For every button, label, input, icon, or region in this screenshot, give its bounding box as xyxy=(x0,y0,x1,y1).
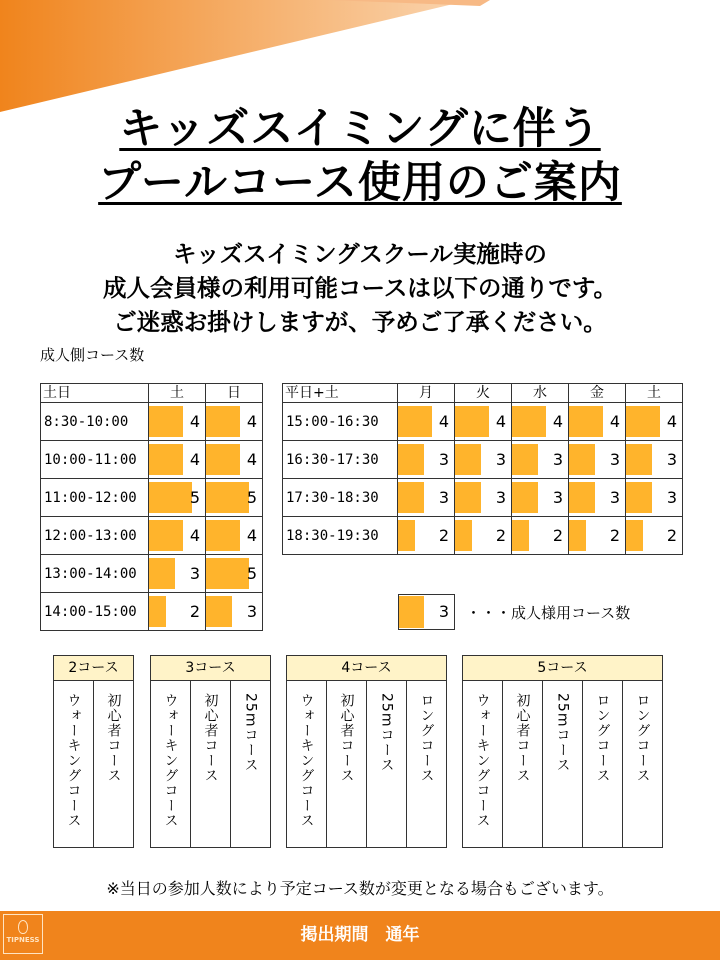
lane-count-value: 3 xyxy=(552,450,563,469)
lane-name: 初心者コース xyxy=(338,693,355,783)
table-row xyxy=(41,479,263,517)
lane-count-bar xyxy=(149,558,175,589)
lane-count-cell xyxy=(398,403,455,441)
course-guide-lanes xyxy=(463,681,662,848)
lane-count-bar xyxy=(398,444,424,475)
lane-name: 25mコース xyxy=(378,693,395,773)
lane-count-cell xyxy=(149,517,206,555)
lane-count-value: 3 xyxy=(552,488,563,507)
lane-count-bar xyxy=(512,444,538,475)
weekday_table-label: 平日+土 xyxy=(283,384,398,403)
lane-name: 初心者コース xyxy=(105,693,122,783)
weekday-header-row xyxy=(283,384,683,403)
lane-name: ロングコース xyxy=(594,693,611,783)
lane-column xyxy=(406,681,446,848)
intro-line-2: 成人会員様の利用可能コースは以下の通りです。 xyxy=(103,274,617,302)
lane-count-bar xyxy=(398,482,424,513)
lane-count-value: 4 xyxy=(246,412,257,431)
lane-name: ロングコース xyxy=(634,693,651,783)
lane-count-cell xyxy=(149,403,206,441)
lane-count-value: 3 xyxy=(246,602,257,621)
lane-count-bar xyxy=(206,520,240,551)
lane-count-value: 5 xyxy=(246,488,257,507)
course-guide-4 xyxy=(286,655,447,848)
lane-count-bar xyxy=(149,596,166,627)
lane-count-bar xyxy=(569,444,595,475)
lane-count-cell xyxy=(569,517,626,555)
lane-count-bar xyxy=(512,482,538,513)
table-caption: 成人側コース数 xyxy=(40,346,145,364)
day-header: 月 xyxy=(398,384,455,403)
lane-count-value: 2 xyxy=(609,526,620,545)
posting-period: 掲出期間 通年 xyxy=(300,925,420,945)
lane-count-bar xyxy=(455,406,489,437)
day-header: 日 xyxy=(206,384,263,403)
lane-count-value: 4 xyxy=(552,412,563,431)
lane-count-value: 3 xyxy=(189,564,200,583)
lane-column xyxy=(54,681,93,848)
time-slot: 8:30-10:00 xyxy=(41,403,149,441)
course-guide-3 xyxy=(150,655,271,848)
lane-count-cell xyxy=(149,555,206,593)
lane-count-cell xyxy=(149,479,206,517)
lane-column xyxy=(502,681,542,848)
lane-count-value: 3 xyxy=(609,488,620,507)
lane-count-bar xyxy=(626,444,652,475)
lane-count-cell xyxy=(455,479,512,517)
table-row xyxy=(283,441,683,479)
lane-count-value: 4 xyxy=(609,412,620,431)
time-slot: 11:00-12:00 xyxy=(41,479,149,517)
table-row xyxy=(41,555,263,593)
lane-count-cell xyxy=(455,441,512,479)
lane-count-bar xyxy=(569,406,603,437)
lane-count-bar xyxy=(206,444,240,475)
lane-count-cell xyxy=(512,517,569,555)
lane-count-bar xyxy=(455,520,472,551)
legend-value: 3 xyxy=(438,602,449,621)
lane-count-value: 2 xyxy=(666,526,677,545)
lane-count-bar xyxy=(626,406,660,437)
lane-count-cell xyxy=(206,555,263,593)
lane-count-bar xyxy=(512,406,546,437)
lane-column xyxy=(582,681,622,848)
lane-count-cell xyxy=(569,479,626,517)
corner-decoration xyxy=(0,0,720,120)
lane-count-bar xyxy=(512,520,529,551)
lane-count-cell xyxy=(398,517,455,555)
table-row xyxy=(41,517,263,555)
lane-count-value: 3 xyxy=(666,488,677,507)
lane-count-value: 4 xyxy=(246,450,257,469)
lane-count-value: 3 xyxy=(438,450,449,469)
table-row xyxy=(41,403,263,441)
lane-column xyxy=(151,681,190,848)
table-row xyxy=(283,517,683,555)
lane-column xyxy=(542,681,582,848)
table-row xyxy=(41,593,263,631)
lane-name: ロングコース xyxy=(418,693,435,783)
lane-count-cell xyxy=(512,479,569,517)
lane-count-value: 4 xyxy=(189,450,200,469)
table-row xyxy=(283,403,683,441)
lane-count-cell xyxy=(206,403,263,441)
course-guide-header: 2コース xyxy=(54,656,133,681)
table-row xyxy=(283,479,683,517)
lane-count-value: 4 xyxy=(495,412,506,431)
lane-count-value: 4 xyxy=(438,412,449,431)
lane-count-value: 4 xyxy=(666,412,677,431)
time-slot: 18:30-19:30 xyxy=(283,517,398,555)
lane-count-bar xyxy=(569,482,595,513)
footer-bar xyxy=(0,911,720,960)
time-slot: 12:00-13:00 xyxy=(41,517,149,555)
lane-count-cell xyxy=(206,593,263,631)
lane-count-value: 2 xyxy=(495,526,506,545)
legend-bar xyxy=(399,596,424,628)
lane-count-cell xyxy=(455,403,512,441)
lane-count-bar xyxy=(206,406,240,437)
page-title: キッズスイミングに伴う xyxy=(119,104,601,154)
lane-count-bar xyxy=(398,520,415,551)
time-slot: 17:30-18:30 xyxy=(283,479,398,517)
lane-count-value: 4 xyxy=(189,412,200,431)
time-slot: 14:00-15:00 xyxy=(41,593,149,631)
lane-name: ウォーキングコース xyxy=(162,693,179,828)
intro-line-1: キッズスイミングスクール実施時の xyxy=(173,240,547,268)
day-header: 土 xyxy=(149,384,206,403)
lane-count-cell xyxy=(569,403,626,441)
intro-line-3: ご迷惑お掛けしますが、予めご了承ください。 xyxy=(113,308,607,336)
lane-count-value: 3 xyxy=(666,450,677,469)
lane-count-value: 4 xyxy=(246,526,257,545)
lane-count-bar xyxy=(206,482,249,513)
lane-column xyxy=(463,681,502,848)
lane-name: ウォーキングコース xyxy=(65,693,82,828)
lane-count-bar xyxy=(398,406,432,437)
lane-count-bar xyxy=(149,444,183,475)
page-title-line2: プールコース使用のご案内 xyxy=(98,158,622,208)
lane-count-cell xyxy=(149,441,206,479)
lane-count-value: 2 xyxy=(189,602,200,621)
lane-count-bar xyxy=(455,482,481,513)
lane-count-cell xyxy=(206,441,263,479)
lane-count-value: 5 xyxy=(246,564,257,583)
course-guide-header: 3コース xyxy=(151,656,270,681)
course-guide-lanes xyxy=(287,681,446,848)
legend-swatch xyxy=(398,594,455,630)
lane-count-bar xyxy=(455,444,481,475)
lane-count-cell xyxy=(626,441,683,479)
lane-count-cell xyxy=(512,441,569,479)
day-header: 土 xyxy=(626,384,683,403)
lane-count-value: 2 xyxy=(438,526,449,545)
footnote: ※当日の参加人数により予定コース数が変更となる場合もございます。 xyxy=(106,879,614,898)
time-slot: 16:30-17:30 xyxy=(283,441,398,479)
lane-count-value: 5 xyxy=(189,488,200,507)
lane-name: 25mコース xyxy=(242,693,259,773)
lane-count-cell xyxy=(398,441,455,479)
lane-count-cell xyxy=(569,441,626,479)
weekend-schedule-table xyxy=(40,383,263,631)
day-header: 水 xyxy=(512,384,569,403)
lane-count-bar xyxy=(149,482,192,513)
lane-count-bar xyxy=(149,406,183,437)
lane-count-cell xyxy=(206,479,263,517)
lane-name: ウォーキングコース xyxy=(474,693,491,828)
time-slot: 15:00-16:30 xyxy=(283,403,398,441)
legend-text: ・・・成人様用コース数 xyxy=(466,604,631,622)
lane-count-bar xyxy=(626,520,643,551)
lane-column xyxy=(93,681,133,848)
course-guide-header: 5コース xyxy=(463,656,662,681)
lane-count-cell xyxy=(455,517,512,555)
lane-name: ウォーキングコース xyxy=(298,693,315,828)
lane-count-bar xyxy=(569,520,586,551)
lane-count-value: 3 xyxy=(609,450,620,469)
lane-count-cell xyxy=(512,403,569,441)
course-guide-header: 4コース xyxy=(287,656,446,681)
lane-count-bar xyxy=(149,520,183,551)
lane-name: 初心者コース xyxy=(514,693,531,783)
lane-count-value: 4 xyxy=(189,526,200,545)
lane-column xyxy=(190,681,230,848)
lane-column xyxy=(622,681,662,848)
lane-count-value: 3 xyxy=(495,450,506,469)
lane-count-cell xyxy=(398,479,455,517)
lane-count-bar xyxy=(206,558,249,589)
lane-count-value: 3 xyxy=(495,488,506,507)
lane-count-bar xyxy=(206,596,232,627)
day-header: 金 xyxy=(569,384,626,403)
lane-count-cell xyxy=(149,593,206,631)
lane-column xyxy=(230,681,270,848)
lane-count-cell xyxy=(626,517,683,555)
lane-column xyxy=(287,681,326,848)
course-guide-lanes xyxy=(151,681,270,848)
time-slot: 13:00-14:00 xyxy=(41,555,149,593)
lane-count-value: 2 xyxy=(552,526,563,545)
course-guide-5 xyxy=(462,655,663,848)
lane-count-cell xyxy=(626,479,683,517)
day-header: 火 xyxy=(455,384,512,403)
lane-name: 初心者コース xyxy=(202,693,219,783)
lane-name: 25mコース xyxy=(554,693,571,773)
lane-column xyxy=(366,681,406,848)
lane-count-cell xyxy=(626,403,683,441)
time-slot: 10:00-11:00 xyxy=(41,441,149,479)
weekend_table-label: 土日 xyxy=(41,384,149,403)
weekend-header-row xyxy=(41,384,263,403)
lane-count-value: 3 xyxy=(438,488,449,507)
table-row xyxy=(41,441,263,479)
weekday-schedule-table xyxy=(282,383,683,555)
lane-column xyxy=(326,681,366,848)
course-guide-lanes xyxy=(54,681,133,848)
lane-count-bar xyxy=(626,482,652,513)
lane-count-cell xyxy=(206,517,263,555)
logo-text: TIPNESS xyxy=(6,936,40,944)
course-guide-2 xyxy=(53,655,134,848)
